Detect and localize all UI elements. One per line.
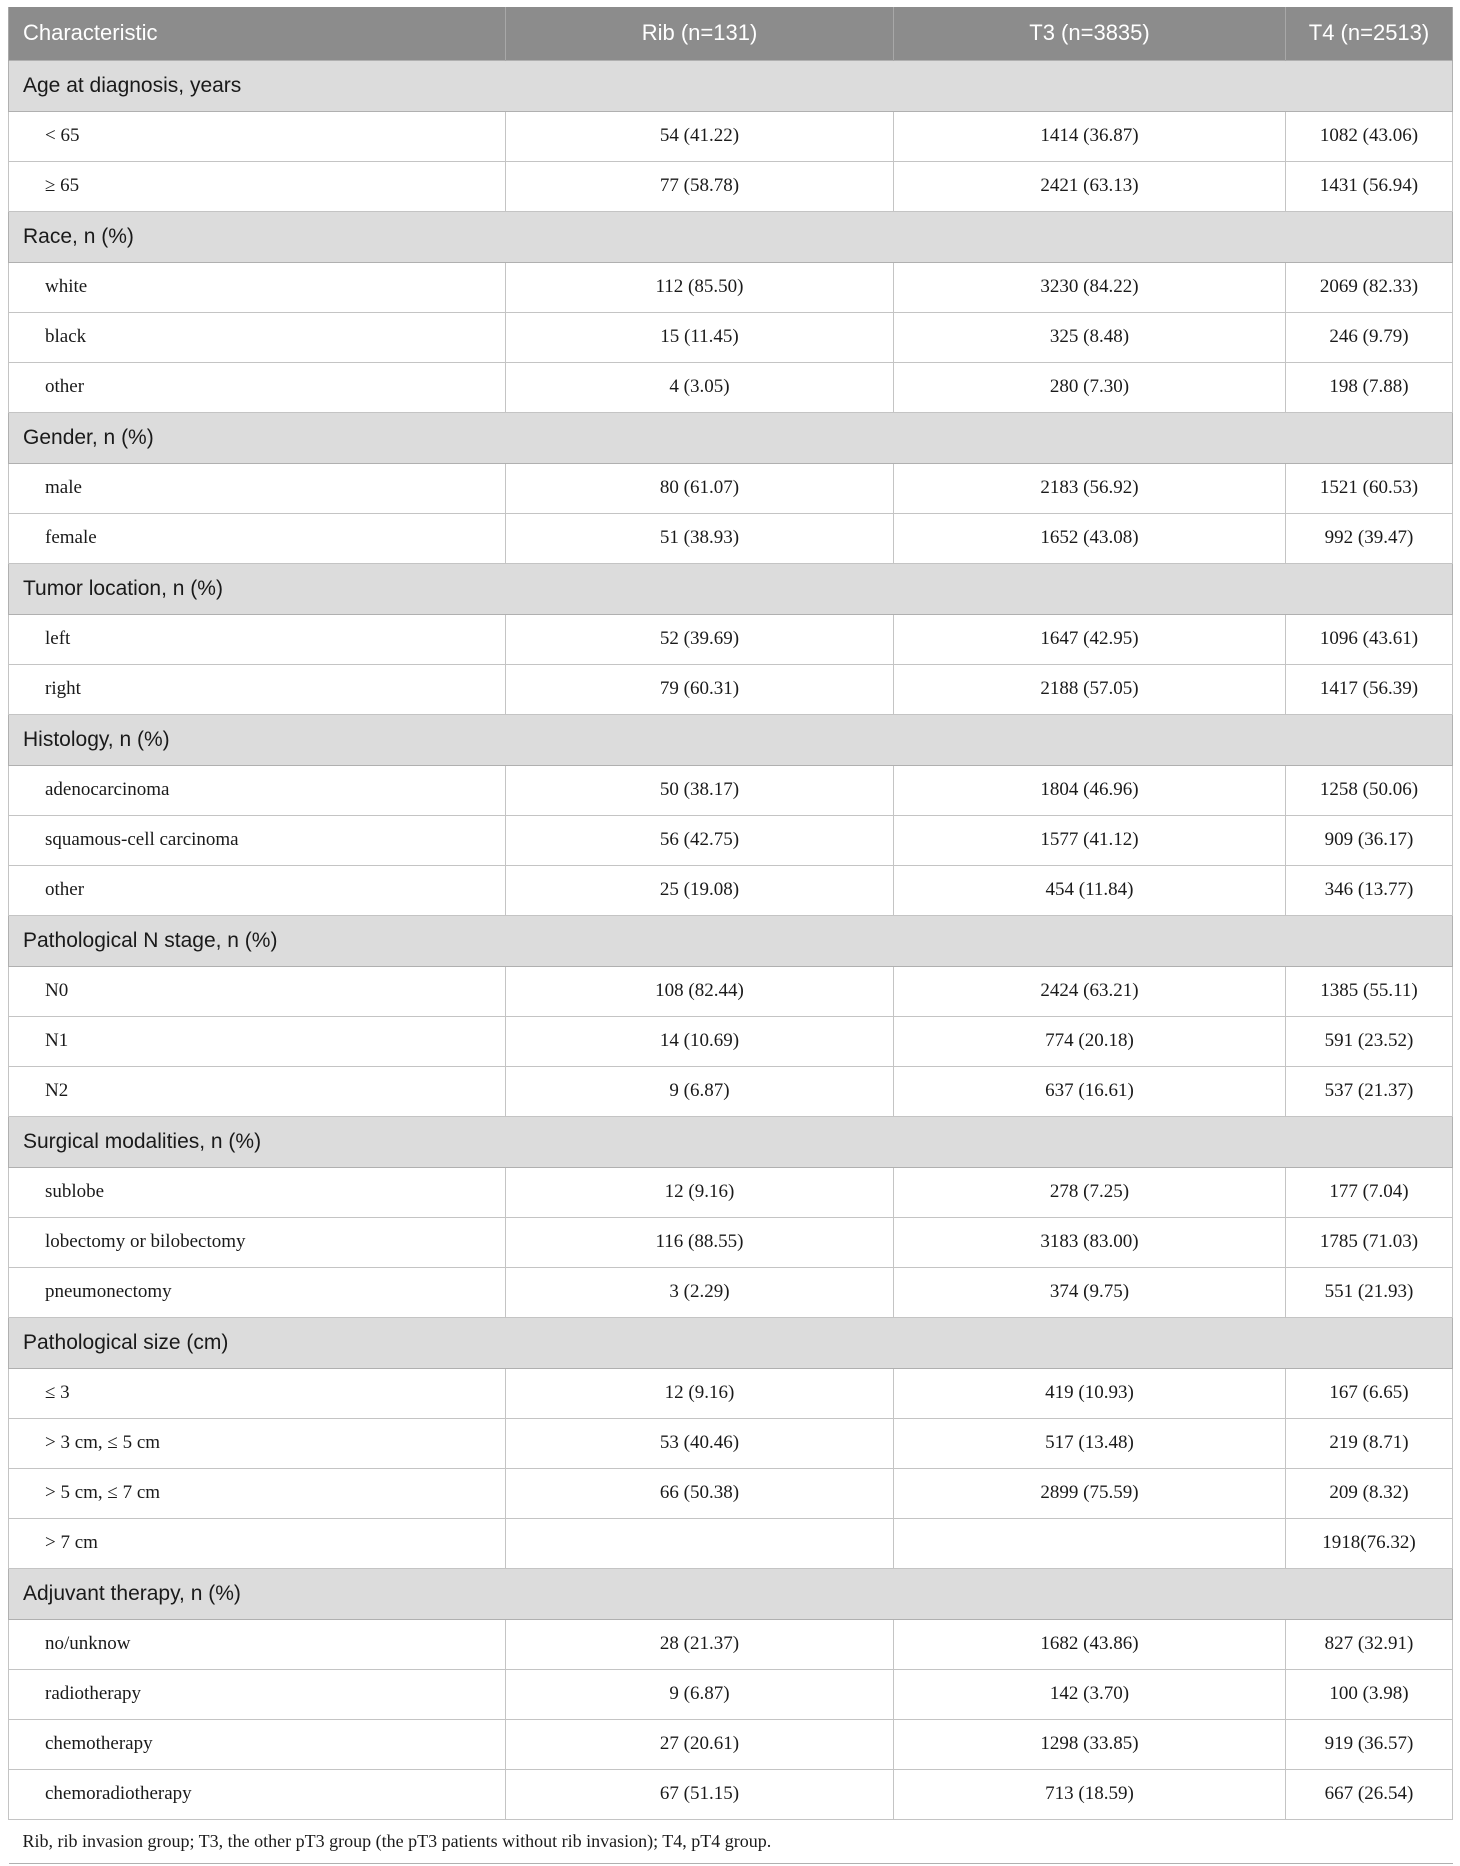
t3-value: 1682 (43.86) bbox=[894, 1619, 1286, 1669]
footnote-row bbox=[9, 1819, 1453, 1863]
table-row bbox=[9, 463, 1453, 513]
characteristics-table-container bbox=[8, 7, 1452, 1864]
table-row bbox=[9, 1669, 1453, 1719]
t4-value: 177 (7.04) bbox=[1286, 1167, 1453, 1217]
table-header bbox=[9, 7, 1453, 60]
t4-value: 2069 (82.33) bbox=[1286, 262, 1453, 312]
t3-value: 325 (8.48) bbox=[894, 312, 1286, 362]
table-row bbox=[9, 513, 1453, 563]
section-title: Histology, n (%) bbox=[9, 714, 1453, 765]
t3-value: 3183 (83.00) bbox=[894, 1217, 1286, 1267]
table-row bbox=[9, 1619, 1453, 1669]
row-label: no/unknow bbox=[9, 1619, 506, 1669]
rib-value: 53 (40.46) bbox=[506, 1418, 894, 1468]
t3-value: 2183 (56.92) bbox=[894, 463, 1286, 513]
table-row bbox=[9, 1016, 1453, 1066]
row-label: N0 bbox=[9, 966, 506, 1016]
table-row bbox=[9, 1267, 1453, 1317]
t4-value: 1521 (60.53) bbox=[1286, 463, 1453, 513]
rib-value: 25 (19.08) bbox=[506, 865, 894, 915]
t4-value: 346 (13.77) bbox=[1286, 865, 1453, 915]
section-title: Age at diagnosis, years bbox=[9, 60, 1453, 111]
rib-value: 56 (42.75) bbox=[506, 815, 894, 865]
rib-value: 67 (51.15) bbox=[506, 1769, 894, 1819]
row-label: female bbox=[9, 513, 506, 563]
rib-value: 4 (3.05) bbox=[506, 362, 894, 412]
row-label: black bbox=[9, 312, 506, 362]
t3-value bbox=[894, 1518, 1286, 1568]
t4-value: 1258 (50.06) bbox=[1286, 765, 1453, 815]
row-label: ≥ 65 bbox=[9, 161, 506, 211]
section-title: Gender, n (%) bbox=[9, 412, 1453, 463]
table-row bbox=[9, 1418, 1453, 1468]
table-row bbox=[9, 1217, 1453, 1267]
table-row bbox=[9, 262, 1453, 312]
row-label: other bbox=[9, 865, 506, 915]
row-label: > 5 cm, ≤ 7 cm bbox=[9, 1468, 506, 1518]
header-characteristic: Characteristic bbox=[9, 7, 506, 60]
t3-value: 374 (9.75) bbox=[894, 1267, 1286, 1317]
t3-value: 2424 (63.21) bbox=[894, 966, 1286, 1016]
section-title: Tumor location, n (%) bbox=[9, 563, 1453, 614]
t4-value: 1082 (43.06) bbox=[1286, 111, 1453, 161]
row-label: radiotherapy bbox=[9, 1669, 506, 1719]
rib-value: 12 (9.16) bbox=[506, 1368, 894, 1418]
section-row bbox=[9, 1317, 1453, 1368]
rib-value: 50 (38.17) bbox=[506, 765, 894, 815]
row-label: chemoradiotherapy bbox=[9, 1769, 506, 1819]
t3-value: 1414 (36.87) bbox=[894, 111, 1286, 161]
row-label: ≤ 3 bbox=[9, 1368, 506, 1418]
rib-value: 12 (9.16) bbox=[506, 1167, 894, 1217]
row-label: right bbox=[9, 664, 506, 714]
t4-value: 209 (8.32) bbox=[1286, 1468, 1453, 1518]
t3-value: 517 (13.48) bbox=[894, 1418, 1286, 1468]
t4-value: 246 (9.79) bbox=[1286, 312, 1453, 362]
t4-value: 909 (36.17) bbox=[1286, 815, 1453, 865]
rib-value bbox=[506, 1518, 894, 1568]
rib-value: 66 (50.38) bbox=[506, 1468, 894, 1518]
t3-value: 280 (7.30) bbox=[894, 362, 1286, 412]
section-row bbox=[9, 1568, 1453, 1619]
rib-value: 52 (39.69) bbox=[506, 614, 894, 664]
t4-value: 1385 (55.11) bbox=[1286, 966, 1453, 1016]
table-row bbox=[9, 1719, 1453, 1769]
t4-value: 219 (8.71) bbox=[1286, 1418, 1453, 1468]
t4-value: 537 (21.37) bbox=[1286, 1066, 1453, 1116]
row-label: male bbox=[9, 463, 506, 513]
rib-value: 108 (82.44) bbox=[506, 966, 894, 1016]
row-label: N1 bbox=[9, 1016, 506, 1066]
t3-value: 142 (3.70) bbox=[894, 1669, 1286, 1719]
rib-value: 51 (38.93) bbox=[506, 513, 894, 563]
t4-value: 1417 (56.39) bbox=[1286, 664, 1453, 714]
t4-value: 100 (3.98) bbox=[1286, 1669, 1453, 1719]
row-label: adenocarcinoma bbox=[9, 765, 506, 815]
section-row bbox=[9, 915, 1453, 966]
table-row bbox=[9, 614, 1453, 664]
t4-value: 919 (36.57) bbox=[1286, 1719, 1453, 1769]
rib-value: 54 (41.22) bbox=[506, 111, 894, 161]
t4-value: 167 (6.65) bbox=[1286, 1368, 1453, 1418]
rib-value: 15 (11.45) bbox=[506, 312, 894, 362]
header-rib: Rib (n=131) bbox=[506, 7, 894, 60]
row-label: other bbox=[9, 362, 506, 412]
t3-value: 1647 (42.95) bbox=[894, 614, 1286, 664]
table-row bbox=[9, 1066, 1453, 1116]
section-title: Pathological size (cm) bbox=[9, 1317, 1453, 1368]
section-title: Surgical modalities, n (%) bbox=[9, 1116, 1453, 1167]
row-label: sublobe bbox=[9, 1167, 506, 1217]
table-row bbox=[9, 362, 1453, 412]
t4-value: 198 (7.88) bbox=[1286, 362, 1453, 412]
section-row bbox=[9, 60, 1453, 111]
table-row bbox=[9, 111, 1453, 161]
section-title: Race, n (%) bbox=[9, 211, 1453, 262]
row-label: < 65 bbox=[9, 111, 506, 161]
section-row bbox=[9, 1116, 1453, 1167]
rib-value: 9 (6.87) bbox=[506, 1066, 894, 1116]
table-row bbox=[9, 1468, 1453, 1518]
t3-value: 637 (16.61) bbox=[894, 1066, 1286, 1116]
header-row bbox=[9, 7, 1453, 60]
table-row bbox=[9, 1167, 1453, 1217]
row-label: left bbox=[9, 614, 506, 664]
rib-value: 9 (6.87) bbox=[506, 1669, 894, 1719]
rib-value: 3 (2.29) bbox=[506, 1267, 894, 1317]
row-label: squamous-cell carcinoma bbox=[9, 815, 506, 865]
t3-value: 1804 (46.96) bbox=[894, 765, 1286, 815]
header-t4: T4 (n=2513) bbox=[1286, 7, 1453, 60]
table-row bbox=[9, 664, 1453, 714]
section-title: Pathological N stage, n (%) bbox=[9, 915, 1453, 966]
rib-value: 79 (60.31) bbox=[506, 664, 894, 714]
t3-value: 2899 (75.59) bbox=[894, 1468, 1286, 1518]
table-footnote: Rib, rib invasion group; T3, the other pT3 group (the pT3 patients without rib invasion); T4, pT4 group. bbox=[9, 1819, 1453, 1863]
rib-value: 77 (58.78) bbox=[506, 161, 894, 211]
t4-value: 591 (23.52) bbox=[1286, 1016, 1453, 1066]
t4-value: 1785 (71.03) bbox=[1286, 1217, 1453, 1267]
row-label: lobectomy or bilobectomy bbox=[9, 1217, 506, 1267]
table-row bbox=[9, 765, 1453, 815]
t4-value: 667 (26.54) bbox=[1286, 1769, 1453, 1819]
row-label: N2 bbox=[9, 1066, 506, 1116]
t3-value: 278 (7.25) bbox=[894, 1167, 1286, 1217]
rib-value: 27 (20.61) bbox=[506, 1719, 894, 1769]
row-label: > 3 cm, ≤ 5 cm bbox=[9, 1418, 506, 1468]
row-label: chemotherapy bbox=[9, 1719, 506, 1769]
t3-value: 419 (10.93) bbox=[894, 1368, 1286, 1418]
t4-value: 992 (39.47) bbox=[1286, 513, 1453, 563]
t3-value: 774 (20.18) bbox=[894, 1016, 1286, 1066]
t4-value: 1918(76.32) bbox=[1286, 1518, 1453, 1568]
rib-value: 112 (85.50) bbox=[506, 262, 894, 312]
header-t3: T3 (n=3835) bbox=[894, 7, 1286, 60]
t4-value: 1431 (56.94) bbox=[1286, 161, 1453, 211]
row-label: > 7 cm bbox=[9, 1518, 506, 1568]
rib-value: 116 (88.55) bbox=[506, 1217, 894, 1267]
section-row bbox=[9, 211, 1453, 262]
section-row bbox=[9, 412, 1453, 463]
t3-value: 2188 (57.05) bbox=[894, 664, 1286, 714]
table-row bbox=[9, 815, 1453, 865]
rib-value: 28 (21.37) bbox=[506, 1619, 894, 1669]
table-row bbox=[9, 312, 1453, 362]
t3-value: 713 (18.59) bbox=[894, 1769, 1286, 1819]
rib-value: 14 (10.69) bbox=[506, 1016, 894, 1066]
table-row bbox=[9, 1518, 1453, 1568]
t3-value: 2421 (63.13) bbox=[894, 161, 1286, 211]
t4-value: 1096 (43.61) bbox=[1286, 614, 1453, 664]
table-body bbox=[9, 60, 1453, 1819]
t3-value: 1298 (33.85) bbox=[894, 1719, 1286, 1769]
section-title: Adjuvant therapy, n (%) bbox=[9, 1568, 1453, 1619]
table-row bbox=[9, 1769, 1453, 1819]
t3-value: 3230 (84.22) bbox=[894, 262, 1286, 312]
characteristics-table bbox=[8, 7, 1453, 1864]
rib-value: 80 (61.07) bbox=[506, 463, 894, 513]
table-row bbox=[9, 966, 1453, 1016]
t3-value: 1577 (41.12) bbox=[894, 815, 1286, 865]
row-label: white bbox=[9, 262, 506, 312]
table-row bbox=[9, 161, 1453, 211]
section-row bbox=[9, 714, 1453, 765]
t3-value: 454 (11.84) bbox=[894, 865, 1286, 915]
section-row bbox=[9, 563, 1453, 614]
t4-value: 551 (21.93) bbox=[1286, 1267, 1453, 1317]
t3-value: 1652 (43.08) bbox=[894, 513, 1286, 563]
table-row bbox=[9, 865, 1453, 915]
table-row bbox=[9, 1368, 1453, 1418]
t4-value: 827 (32.91) bbox=[1286, 1619, 1453, 1669]
row-label: pneumonectomy bbox=[9, 1267, 506, 1317]
